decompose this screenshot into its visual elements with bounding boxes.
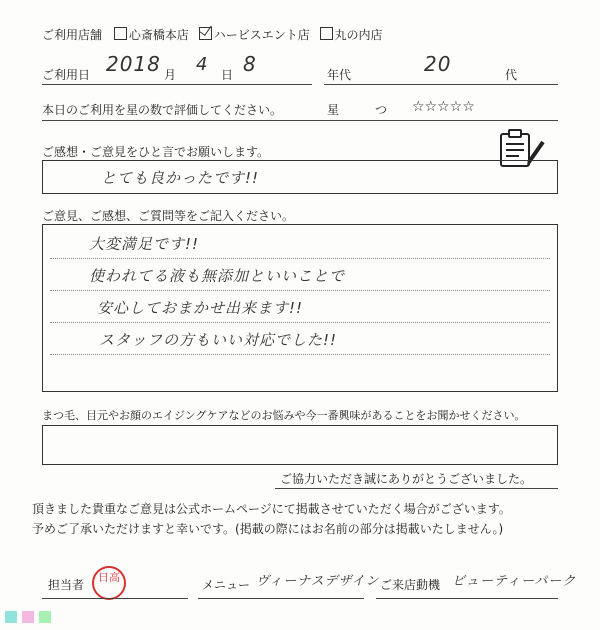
- year-value[interactable]: 2018: [106, 52, 161, 76]
- staff-label: 担当者: [48, 578, 85, 592]
- impression-text: とても良かったです!!: [101, 169, 260, 187]
- opinion-line: スタッフの方もいい対応でした!!: [99, 331, 338, 349]
- menu-label: メニュー: [202, 578, 251, 592]
- age-label: 年代: [327, 68, 352, 82]
- store-option-herbis-ent[interactable]: [199, 28, 314, 42]
- age-unit: 代: [505, 68, 518, 82]
- opinion-rule: [50, 354, 550, 355]
- checkbox-herbis-ent[interactable]: [199, 27, 212, 40]
- checkbox-marunouchi[interactable]: [320, 27, 333, 40]
- impression-prompt: ご感想・ご意見をひと言でお願いします。: [42, 145, 270, 159]
- rating-underline: [42, 120, 558, 121]
- checkbox-shinsaibashi[interactable]: [114, 27, 127, 40]
- store-option-shinsaibashi[interactable]: [114, 28, 193, 42]
- opinions-prompt: ご意見、ご感想、ご質問等をご記入ください。: [42, 209, 295, 223]
- date-underline: [42, 84, 312, 85]
- thanks-text: ご協力いただき誠にありがとうございました。: [280, 472, 533, 486]
- opinion-rule: [50, 258, 550, 259]
- notice-line-1: 頂きました貴重なご意見は公式ホームページにて掲載させていただく場合がございます。: [32, 502, 511, 516]
- impression-box[interactable]: [42, 160, 558, 194]
- age-underline: [324, 84, 558, 85]
- opinion-line: 大変満足です!!: [89, 235, 200, 253]
- menu-value[interactable]: ヴィーナスデザイン: [256, 574, 380, 589]
- month-unit: 月: [164, 68, 177, 82]
- color-chip-green: [39, 611, 51, 623]
- notice-line-2: 予めご了承いただけますと幸いです。(掲載の際にはお名前の部分は掲載いたしません。): [32, 522, 504, 536]
- opinion-line: 使われてる液も無添加といいことで: [89, 267, 346, 285]
- day-value[interactable]: 8: [243, 52, 257, 76]
- staff-underline: [42, 598, 188, 599]
- motive-label: ご来店動機: [380, 578, 441, 592]
- menu-underline: [198, 598, 364, 599]
- store-option-marunouchi[interactable]: [320, 28, 383, 42]
- age-value[interactable]: 20: [424, 52, 452, 76]
- store-option-label: ハービスエント店: [213, 28, 310, 42]
- concerns-box[interactable]: [42, 425, 558, 465]
- opinions-box[interactable]: [42, 224, 558, 392]
- date-label: ご利用日: [42, 68, 91, 82]
- color-chip-cyan: [5, 611, 17, 623]
- motive-value[interactable]: ビューティーパーク: [452, 574, 577, 589]
- month-value[interactable]: 4: [196, 54, 209, 75]
- rating-star-label: 星: [327, 103, 340, 117]
- opinion-line: 安心しておまかせ出来ます!!: [97, 299, 304, 317]
- motive-underline: [376, 598, 558, 599]
- opinion-rule: [50, 322, 550, 323]
- store-option-label: 丸の内店: [334, 28, 383, 42]
- rating-prompt: 本日のご利用を星の数で評価してください。: [42, 103, 283, 117]
- store-option-label: 心斎橋本店: [128, 28, 189, 42]
- concerns-prompt: まつ毛、目元やお顔のエイジングケアなどのお悩みや今一番興味があることをお聞かせください。: [42, 409, 526, 422]
- seal-text: 日高: [98, 571, 120, 584]
- opinion-rule: [50, 290, 550, 291]
- store-row: [42, 26, 383, 43]
- day-unit: 日: [221, 68, 234, 82]
- store-label: ご利用店舗: [42, 28, 103, 42]
- color-chip-pink: [22, 611, 34, 623]
- rating-stars[interactable]: ☆☆☆☆☆: [412, 99, 475, 115]
- staff-seal: [92, 566, 126, 600]
- rating-tsu-label: つ: [375, 103, 388, 117]
- thanks-underline: [275, 488, 558, 489]
